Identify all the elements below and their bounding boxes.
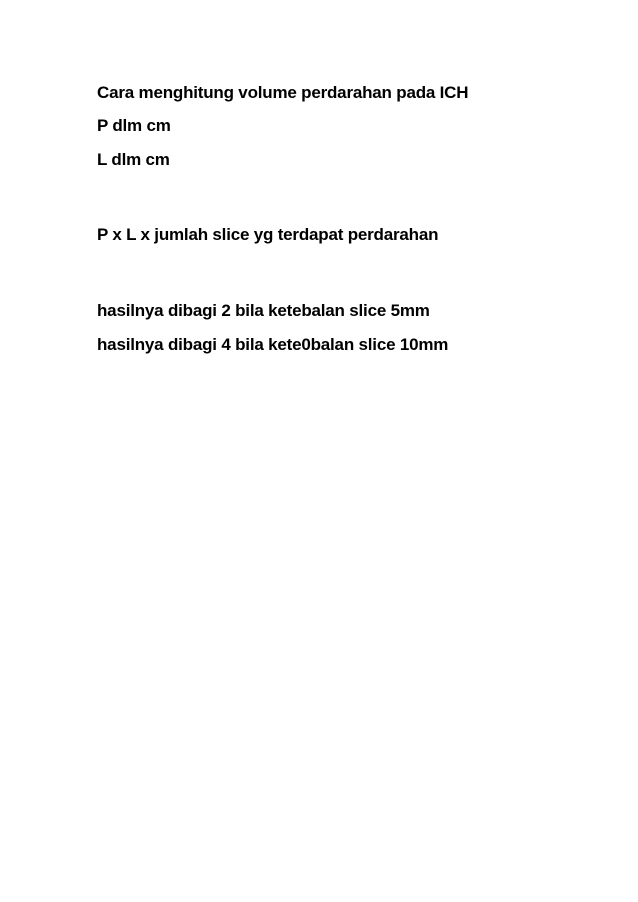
- text-line-p-dlm-cm: P dlm cm: [97, 116, 171, 135]
- text-line-formula: P x L x jumlah slice yg terdapat perdarahan: [97, 225, 439, 244]
- text-line-divide-10mm: hasilnya dibagi 4 bila kete0balan slice 10mm: [97, 335, 449, 354]
- document-title: Cara menghitung volume perdarahan pada ICH: [97, 83, 469, 102]
- text-line-l-dlm-cm: L dlm cm: [97, 150, 170, 169]
- text-line-divide-5mm: hasilnya dibagi 2 bila ketebalan slice 5mm: [97, 301, 430, 320]
